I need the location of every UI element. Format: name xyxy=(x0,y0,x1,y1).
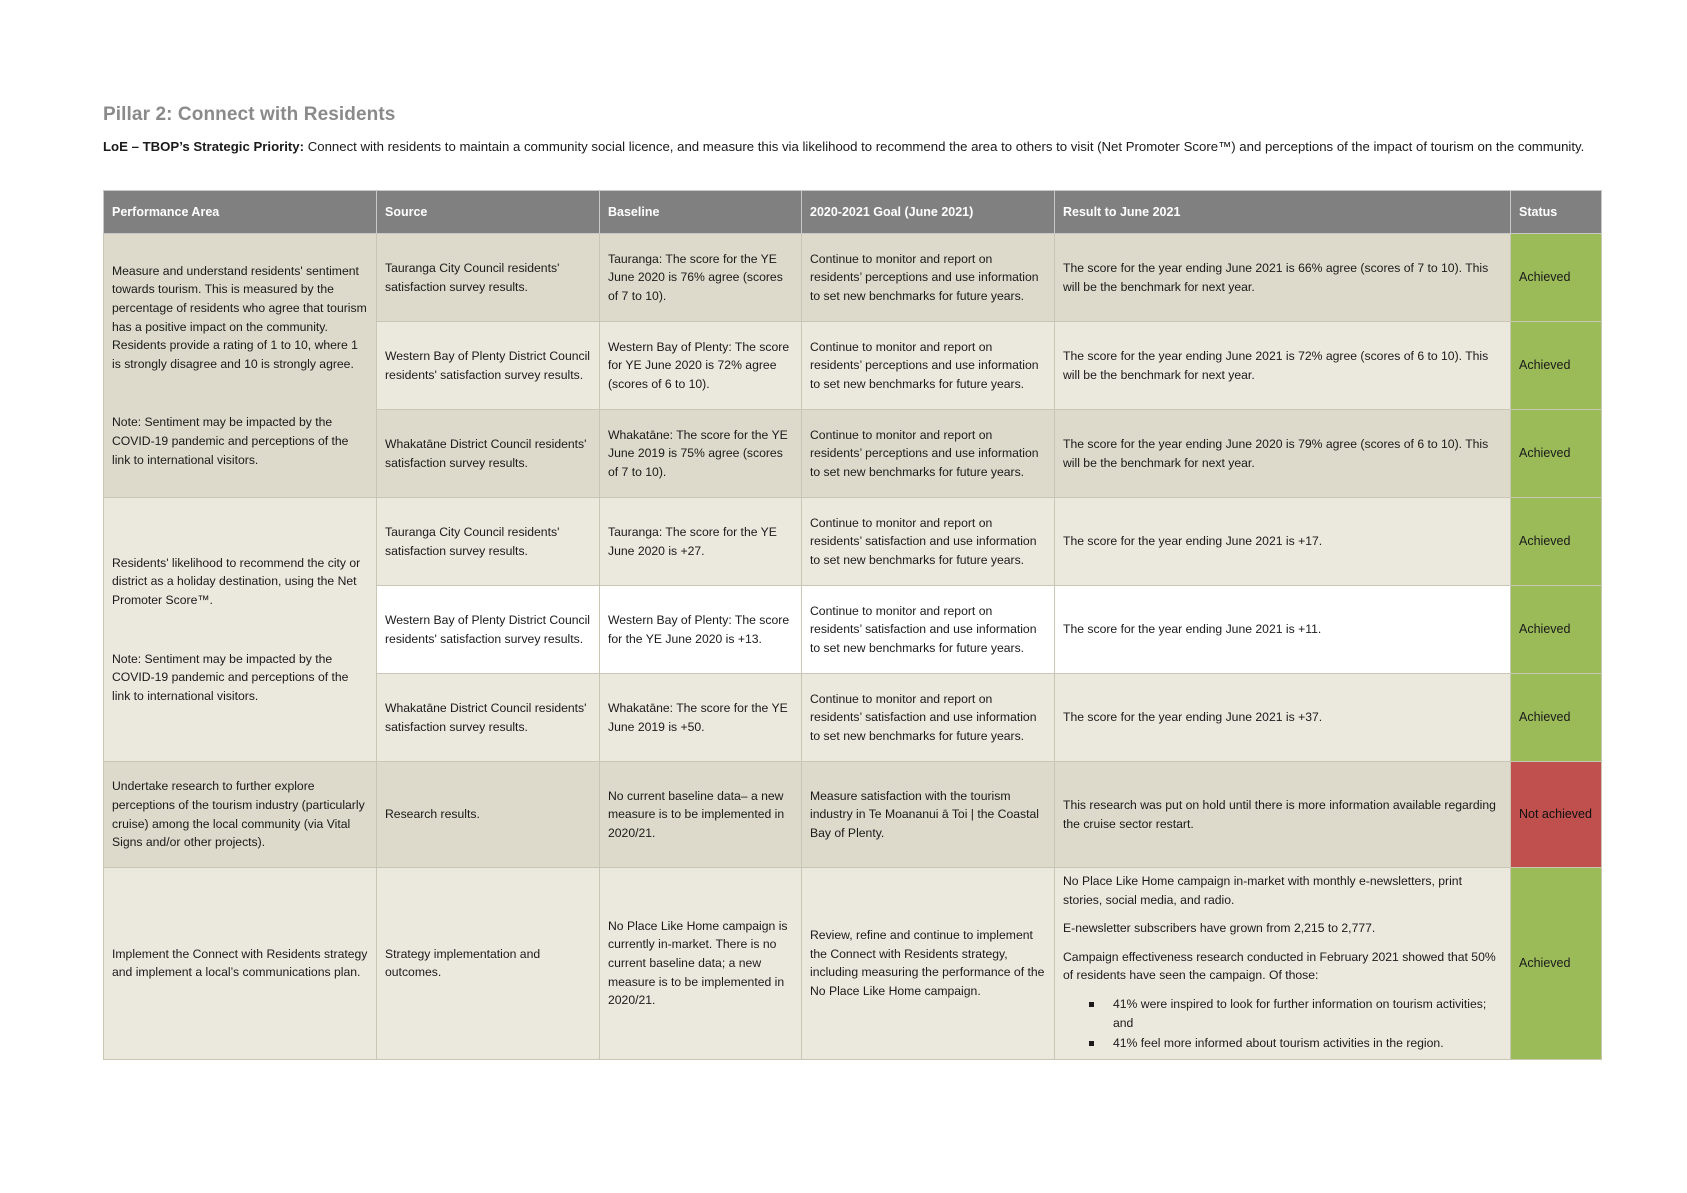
source-cell: Whakatāne District Council residents' satisfaction survey results. xyxy=(377,410,600,498)
header-goal: 2020-2021 Goal (June 2021) xyxy=(802,191,1055,234)
table-row xyxy=(104,868,1602,1060)
result-cell: The score for the year ending June 2020 is 79% agree (scores of 6 to 10). This will be the benchmark for next year. xyxy=(1055,410,1511,498)
performance-area-cell xyxy=(104,234,377,498)
status-badge: Not achieved xyxy=(1511,762,1602,868)
goal-cell: Continue to monitor and report on residents’ perceptions and use information to set new benchmarks for future years. xyxy=(802,322,1055,410)
status-badge: Achieved xyxy=(1511,322,1602,410)
result-bullet-list xyxy=(1063,995,1502,1053)
result-paragraph: Campaign effectiveness research conducted in February 2021 showed that 50% of residents have seen the campaign. Of those: xyxy=(1063,949,1496,983)
result-cell: The score for the year ending June 2021 is 66% agree (scores of 7 to 10). This will be the benchmark for next year. xyxy=(1055,234,1511,322)
source-cell: Whakatāne District Council residents' satisfaction survey results. xyxy=(377,674,600,762)
result-paragraph: E-newsletter subscribers have grown from 2,215 to 2,777. xyxy=(1063,921,1376,936)
performance-table xyxy=(103,190,1602,1060)
performance-area-note: Note: Sentiment may be impacted by the COVID-19 pandemic and perceptions of the link to international visitors. xyxy=(112,651,349,703)
performance-area-text: Measure and understand residents' sentiment towards tourism. This is measured by the percentage of residents who agree that tourism has a positive impact on the community. Residents provide a rating of 1 to 10, where 1 is strongly disagree and 10 is strongly agree. xyxy=(112,263,367,371)
table-row xyxy=(104,762,1602,868)
baseline-cell: No current baseline data– a new measure is to be implemented in 2020/21. xyxy=(600,762,802,868)
strategic-priority-text: Connect with residents to maintain a community social licence, and measure this via likelihood to recommend the area to others to visit (Net Promoter Score™) and perceptions of the impact of tourism on the community. xyxy=(304,139,1585,154)
result-cell: The score for the year ending June 2021 is +17. xyxy=(1055,498,1511,586)
baseline-cell: No Place Like Home campaign is currently in-market. There is no current baseline data; a new measure is to be implemented in 2020/21. xyxy=(600,868,802,1060)
result-cell: The score for the year ending June 2021 is +11. xyxy=(1055,586,1511,674)
goal-cell: Continue to monitor and report on residents’ perceptions and use information to set new benchmarks for future years. xyxy=(802,410,1055,498)
goal-cell: Continue to monitor and report on residents’ satisfaction and use information to set new benchmarks for future years. xyxy=(802,674,1055,762)
status-badge: Achieved xyxy=(1511,586,1602,674)
result-bullet: 41% feel more informed about tourism activities in the region. xyxy=(1113,1034,1502,1053)
table-row xyxy=(104,234,1602,322)
goal-cell: Measure satisfaction with the tourism industry in Te Moananui ā Toi | the Coastal Bay of Plenty. xyxy=(802,762,1055,868)
header-source: Source xyxy=(377,191,600,234)
status-badge: Achieved xyxy=(1511,410,1602,498)
baseline-cell: Whakatāne: The score for the YE June 2019 is +50. xyxy=(600,674,802,762)
performance-area-cell xyxy=(104,498,377,762)
result-cell: The score for the year ending June 2021 is +37. xyxy=(1055,674,1511,762)
performance-area-cell: Implement the Connect with Residents strategy and implement a local’s communications plan. xyxy=(104,868,377,1060)
goal-cell: Continue to monitor and report on residents’ satisfaction and use information to set new benchmarks for future years. xyxy=(802,498,1055,586)
status-badge: Achieved xyxy=(1511,234,1602,322)
baseline-cell: Tauranga: The score for the YE June 2020 is 76% agree (scores of 7 to 10). xyxy=(600,234,802,322)
table-header-row xyxy=(104,191,1602,234)
goal-cell: Continue to monitor and report on residents’ perceptions and use information to set new benchmarks for future years. xyxy=(802,234,1055,322)
performance-area-note: Note: Sentiment may be impacted by the COVID-19 pandemic and perceptions of the link to international visitors. xyxy=(112,415,349,467)
status-badge: Achieved xyxy=(1511,498,1602,586)
source-cell: Tauranga City Council residents' satisfaction survey results. xyxy=(377,498,600,586)
baseline-cell: Western Bay of Plenty: The score for YE June 2020 is 72% agree (scores of 6 to 10). xyxy=(600,322,802,410)
result-bullet: 41% were inspired to look for further information on tourism activities; and xyxy=(1113,995,1502,1032)
source-cell: Tauranga City Council residents' satisfaction survey results. xyxy=(377,234,600,322)
goal-cell: Review, refine and continue to implement the Connect with Residents strategy, including measuring the performance of the No Place Like Home campaign. xyxy=(802,868,1055,1060)
performance-area-text: Residents' likelihood to recommend the city or district as a holiday destination, using the Net Promoter Score™. xyxy=(112,555,361,607)
source-cell: Western Bay of Plenty District Council residents' satisfaction survey results. xyxy=(377,586,600,674)
table-row xyxy=(104,498,1602,586)
result-cell: The score for the year ending June 2021 is 72% agree (scores of 6 to 10). This will be the benchmark for next year. xyxy=(1055,322,1511,410)
strategic-priority-label: LoE – TBOP’s Strategic Priority: xyxy=(103,139,305,154)
baseline-cell: Tauranga: The score for the YE June 2020 is +27. xyxy=(600,498,802,586)
status-badge: Achieved xyxy=(1511,674,1602,762)
source-cell: Research results. xyxy=(377,762,600,868)
performance-area-cell: Undertake research to further explore perceptions of the tourism industry (particularly cruise) among the local community (via Vital Signs and/or other projects). xyxy=(104,762,377,868)
result-cell xyxy=(1055,868,1511,1060)
goal-cell: Continue to monitor and report on residents’ satisfaction and use information to set new benchmarks for future years. xyxy=(802,586,1055,674)
result-paragraph: No Place Like Home campaign in-market with monthly e-newsletters, print stories, social media, and radio. xyxy=(1063,874,1462,907)
header-performance-area: Performance Area xyxy=(104,191,377,234)
result-cell: This research was put on hold until there is more information available regarding the cruise sector restart. xyxy=(1055,762,1511,868)
page-title: Pillar 2: Connect with Residents xyxy=(103,104,396,125)
source-cell: Strategy implementation and outcomes. xyxy=(377,868,600,1060)
baseline-cell: Western Bay of Plenty: The score for the YE June 2020 is +13. xyxy=(600,586,802,674)
source-cell: Western Bay of Plenty District Council residents' satisfaction survey results. xyxy=(377,322,600,410)
header-baseline: Baseline xyxy=(600,191,802,234)
header-result: Result to June 2021 xyxy=(1055,191,1511,234)
status-badge: Achieved xyxy=(1511,868,1602,1060)
baseline-cell: Whakatāne: The score for the YE June 2019 is 75% agree (scores of 7 to 10). xyxy=(600,410,802,498)
header-status: Status xyxy=(1511,191,1602,234)
strategic-priority xyxy=(103,137,1601,157)
